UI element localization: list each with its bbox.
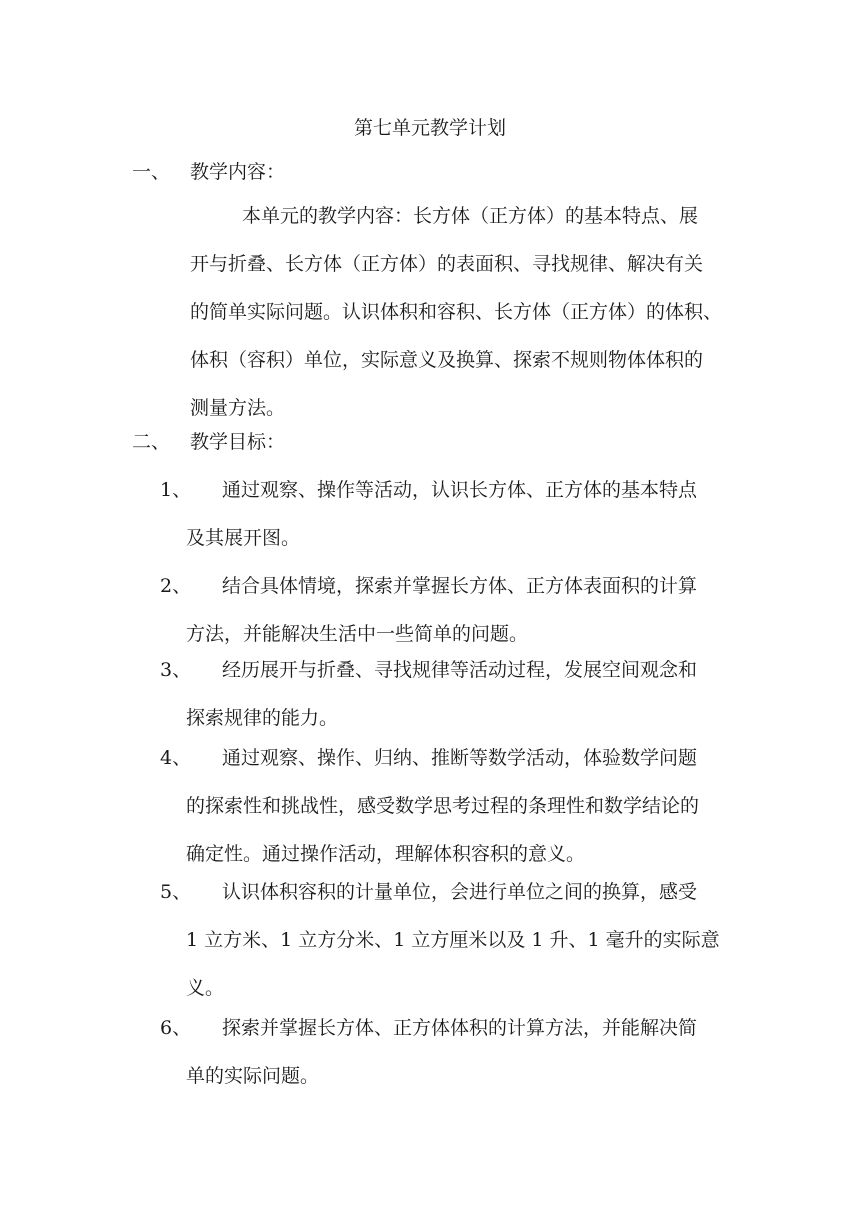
objective-line: 确定性。通过操作活动，理解体积容积的意义。 [186,843,586,865]
objective-line: 的探索性和挑战性，感受数学思考过程的条理性和数学结论的 [186,795,700,817]
objective-line: 经历展开与折叠、寻找规律等活动过程，发展空间观念和 [222,659,698,681]
section-number: 二、 [132,431,171,453]
objective-line: 通过观察、操作等活动，认识长方体、正方体的基本特点 [222,479,698,501]
objective-number: 4、 [160,747,192,769]
section-number: 一、 [132,161,171,183]
objective-line: 探索规律的能力。 [186,707,339,729]
objective-line: 通过观察、操作、归纳、推断等数学活动，体验数学问题 [222,747,698,769]
objective-line: 方法，并能解决生活中一些简单的问题。 [186,623,529,645]
section-paragraph [190,192,750,432]
objective-number: 5、 [160,881,192,903]
objective-text [186,658,736,742]
objective-line: 结合具体情境，探索并掌握长方体、正方体表面积的计算 [222,575,698,597]
objective-text [186,478,736,562]
section-heading: 教学内容： [190,161,286,183]
objective-text [186,880,736,1012]
page-title: 第七单元教学计划 [353,117,506,139]
objective-line: 1 立方米、1 立方分米、1 立方厘米以及 1 升、1 毫升的实际意 [186,929,720,951]
objective-line: 认识体积容积的计量单位，会进行单位之间的换算，感受 [222,881,698,903]
objective-line: 及其展开图。 [186,527,301,549]
paragraph-line: 本单元的教学内容：长方体（正方体）的基本特点、展 [242,205,699,227]
paragraph-line: 测量方法。 [190,397,286,419]
objective-number: 2、 [160,575,192,597]
paragraph-line: 开与折叠、长方体（正方体）的表面积、寻找规律、解决有关 [190,253,704,275]
paragraph-line: 的简单实际问题。认识体积和容积、长方体（正方体）的体积、 [190,301,723,323]
objective-number: 6、 [160,1017,192,1039]
objective-line: 单的实际问题。 [186,1065,320,1087]
objective-text [186,1016,736,1100]
objective-text [186,746,736,878]
objective-number: 3、 [160,659,192,681]
objective-number: 1、 [160,479,192,501]
section-heading: 教学目标： [190,431,286,453]
objective-line: 探索并掌握长方体、正方体体积的计算方法，并能解决简 [222,1017,698,1039]
objective-line: 义。 [186,977,225,999]
paragraph-line: 体积（容积）单位，实际意义及换算、探索不规则物体体积的 [190,349,704,371]
